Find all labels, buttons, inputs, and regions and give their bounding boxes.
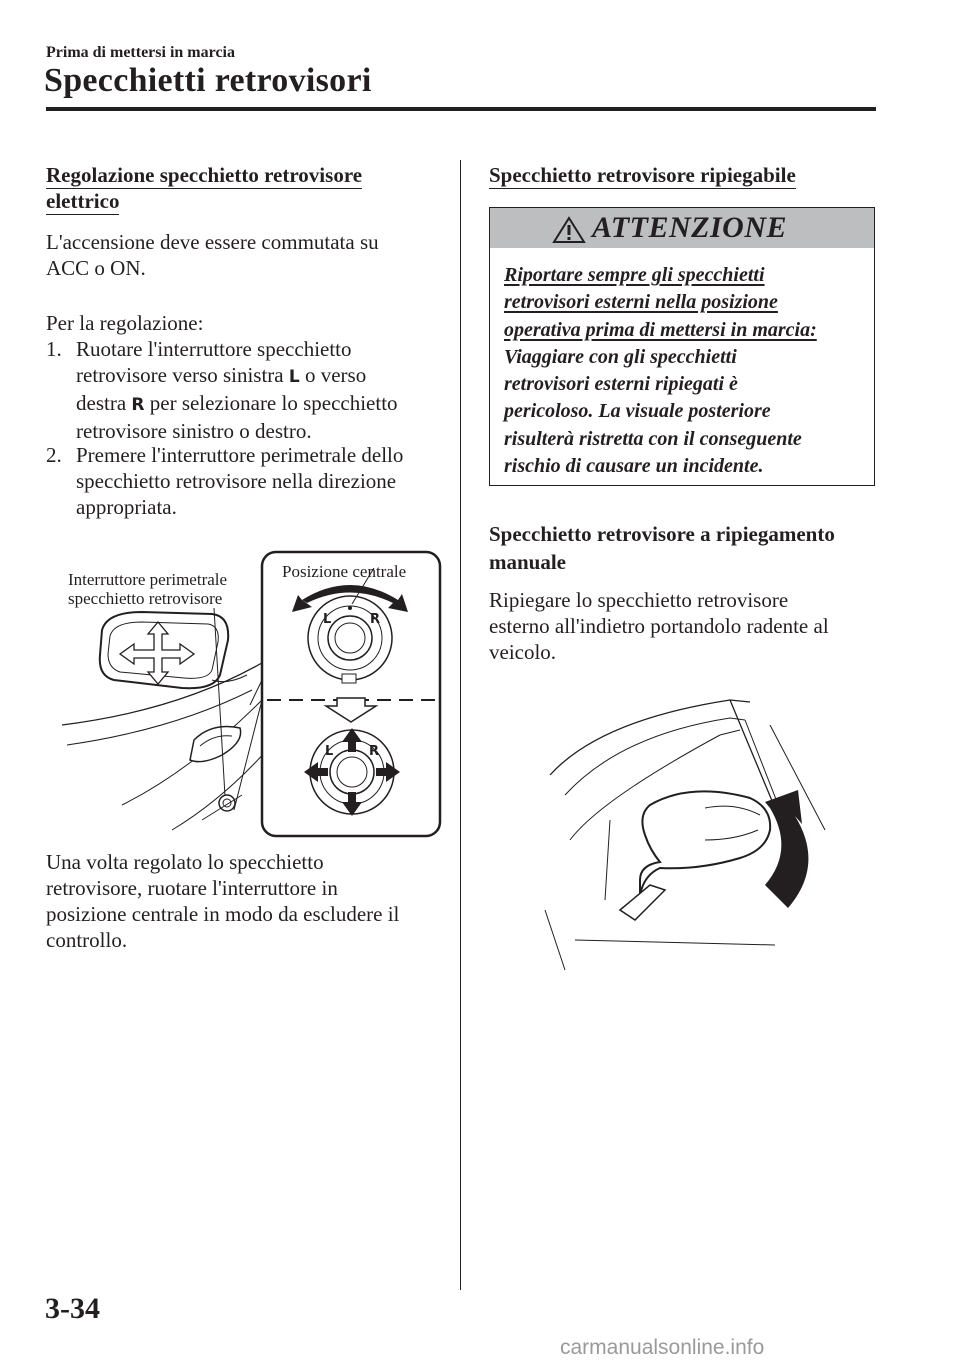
- heading-text: Specchietto retrovisore ripiegabile: [489, 163, 796, 187]
- dial-letter-l: L: [325, 744, 334, 759]
- intro-line: L'accensione deve essere commutata su: [46, 230, 379, 254]
- page-title: Specchietti retrovisori: [44, 62, 372, 99]
- step-text: retrovisore verso sinistra: [76, 363, 289, 387]
- heading-line-2: elettrico: [46, 189, 120, 213]
- paragraph-line: controllo.: [46, 928, 128, 952]
- callout-line: specchietto retrovisore: [68, 589, 223, 608]
- callout-switch: [68, 570, 227, 608]
- paragraph-line: Ripiegare lo specchietto retrovisore: [489, 588, 789, 612]
- key-l-symbol: L: [288, 367, 300, 387]
- step-text: appropriata.: [76, 495, 177, 519]
- callout-center-position: Posizione centrale: [282, 562, 407, 581]
- warning-text: [504, 262, 864, 480]
- warning-box: [489, 207, 875, 486]
- dial-letter-r: R: [369, 744, 380, 759]
- paragraph-line: veicolo.: [489, 640, 557, 664]
- step-text: Ruotare l'interruttore specchietto: [76, 337, 352, 361]
- warning-triangle-icon: [552, 216, 586, 244]
- warning-line: pericoloso. La visuale posteriore: [504, 400, 771, 423]
- intro-line: ACC o ON.: [46, 256, 146, 280]
- manual-folding-paragraph: [489, 587, 879, 665]
- folding-mirror-illustration: [540, 690, 840, 980]
- step-text: per selezionare lo specchietto: [144, 391, 398, 415]
- step-text: destra: [76, 391, 132, 415]
- paragraph-line: retrovisore, ruotare l'interruttore in: [46, 876, 338, 900]
- dial-letter-r: R: [370, 612, 381, 627]
- heading-line: manuale: [489, 550, 567, 574]
- step-text: specchietto retrovisore nella direzione: [76, 469, 397, 493]
- warning-line: risulterà ristretta con il conseguente: [504, 427, 802, 450]
- paragraph-line: posizione centrale in modo da escludere il: [46, 902, 400, 926]
- step-number: 1.: [46, 337, 62, 361]
- step-number: 2.: [46, 443, 62, 467]
- key-r-symbol: R: [131, 395, 145, 415]
- step-text: retrovisore sinistro o destro.: [76, 419, 312, 443]
- section-kicker: Prima di mettersi in marcia: [46, 44, 235, 61]
- paragraph-line: Una volta regolato lo specchietto: [46, 850, 324, 874]
- folding-mirror-figure: [540, 690, 840, 980]
- callout-line: Interruttore perimetrale: [68, 570, 228, 589]
- heading-electric-mirror: [46, 162, 362, 214]
- warning-line: operativa prima di mettersi in marcia:: [504, 318, 817, 341]
- warning-line: Viaggiare con gli specchietti: [504, 345, 737, 368]
- title-rule: [46, 107, 876, 111]
- heading-line: Specchietto retrovisore a ripiegamento: [489, 522, 835, 546]
- mirror-switch-figure: [62, 550, 444, 840]
- step-2: [46, 442, 456, 520]
- heading-line-1: Regolazione specchietto retrovisore: [46, 163, 363, 187]
- dial-letter-l: L: [323, 612, 332, 627]
- step-1: [46, 336, 446, 444]
- warning-line: retrovisori esterni ripiegati è: [504, 373, 738, 396]
- watermark: carmanualsonline.info: [560, 1336, 765, 1359]
- page-number: 3-34: [45, 1292, 100, 1325]
- warning-line: retrovisori esterni nella posizione: [504, 291, 778, 314]
- warning-line: rischio di causare un incidente.: [504, 455, 764, 478]
- column-divider: [460, 160, 461, 1290]
- warning-title: ATTENZIONE: [592, 211, 788, 244]
- procedure-label: Per la regolazione:: [46, 311, 204, 335]
- warning-line: Riportare sempre gli specchietti: [504, 264, 765, 286]
- paragraph-line: esterno all'indietro portandolo radente al: [489, 614, 829, 638]
- step-text: Premere l'interruttore perimetrale dello: [76, 443, 404, 467]
- warning-header: [490, 208, 874, 248]
- step-text: o verso: [299, 363, 367, 387]
- after-adjust-paragraph: [46, 849, 456, 953]
- heading-folding-mirror: [489, 162, 796, 188]
- heading-manual-folding: [489, 520, 835, 576]
- intro-paragraph: [46, 229, 446, 281]
